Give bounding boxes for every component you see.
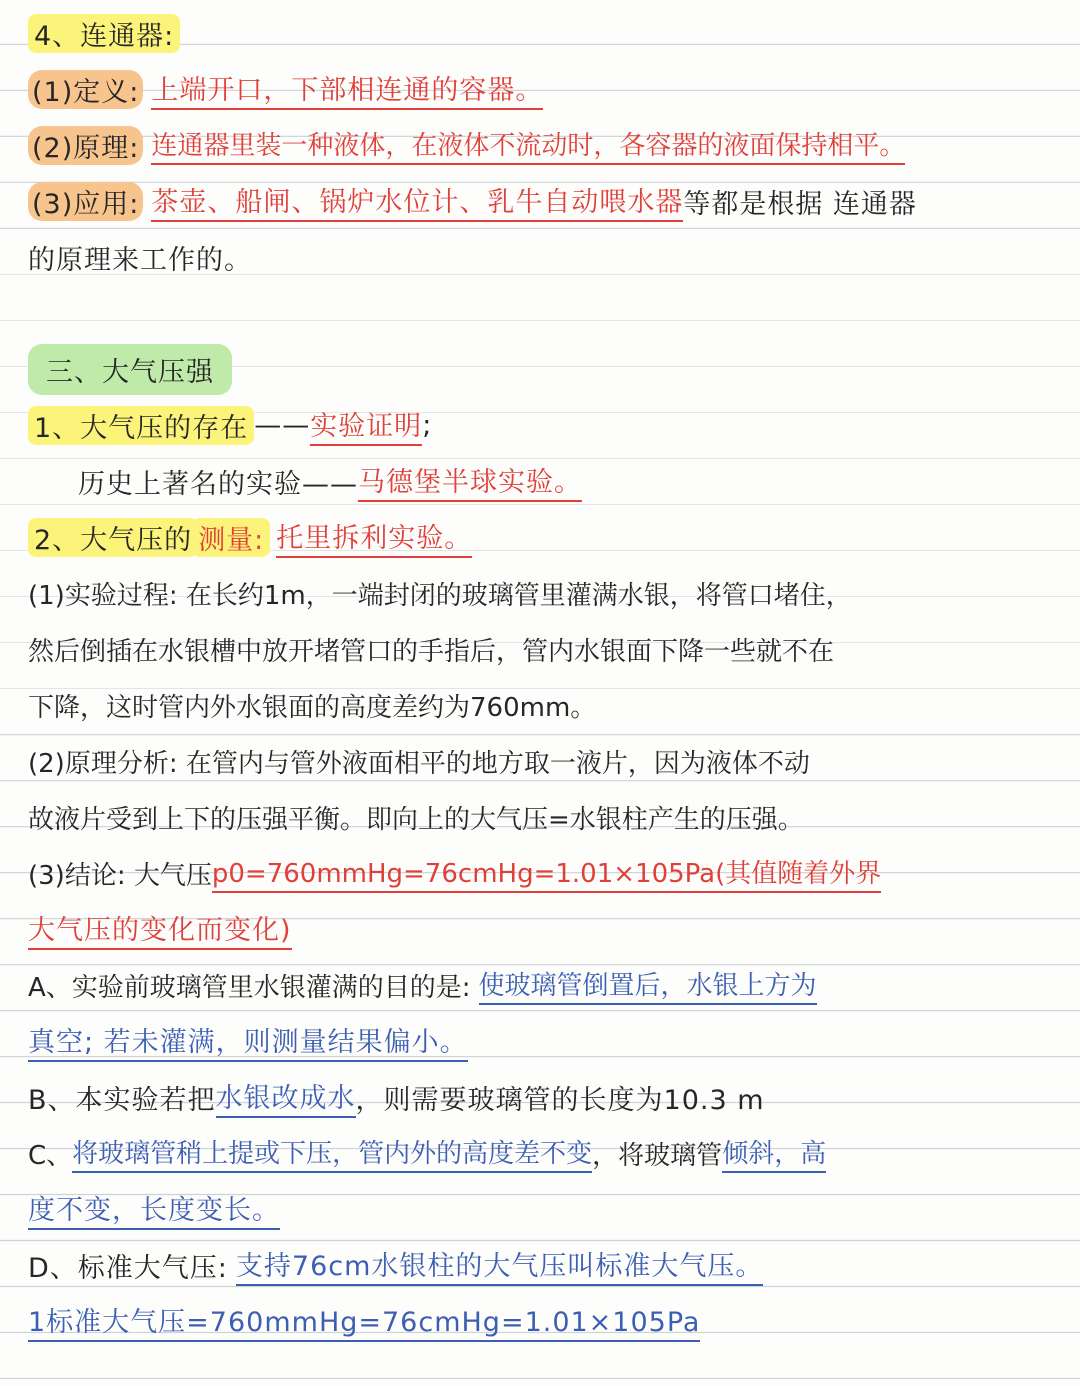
- note-c-mid: ，将玻璃管: [592, 1140, 723, 1171]
- measurement-line: [28, 509, 1056, 565]
- section4-title-line: [28, 5, 1056, 61]
- note-c-line-1: [28, 1125, 1056, 1181]
- section3-title: 三、大气压强: [28, 344, 232, 395]
- note-b-tail: ，则需要玻璃管的长度为10.3 m: [355, 1084, 765, 1116]
- standard-pressure-text: 1标准大气压=760mmHg=76cmHg=1.01×105Pa: [28, 1300, 700, 1342]
- principle-text: 连通器里装一种液体，在液体不流动时，各容器的液面保持相平。: [151, 125, 905, 165]
- process-text-1: (1)实验过程: 在长约1m，一端封闭的玻璃管里灌满水银，将管口堵住，: [28, 580, 852, 611]
- analysis-line-2: [28, 789, 1056, 845]
- process-line-2: [28, 621, 1056, 677]
- measurement-head: 2、大气压的: [28, 518, 198, 557]
- existence-line: [28, 397, 1056, 453]
- standard-pressure-line: [28, 1293, 1056, 1349]
- existence-end: ;: [422, 409, 433, 441]
- note-b-text: 水银改成水: [216, 1076, 356, 1118]
- application-text: 茶壶、船闸、锅炉水位计、乳牛自动喂水器: [151, 180, 683, 222]
- process-text-2: 然后倒插在水银槽中放开堵管口的手指后，管内水银面下降一些就不在: [28, 636, 835, 667]
- existence-proof: 实验证明: [310, 404, 422, 446]
- principle-line: [28, 117, 1056, 173]
- famous-experiment-line: [28, 453, 1056, 509]
- analysis-text-1: (2)原理分析: 在管内与管外液面相平的地方取一液片，因为液体不动: [28, 748, 810, 779]
- process-line-1: [28, 565, 1056, 621]
- note-c-text: 将玻璃管稍上提或下压，管内外的高度差不变: [72, 1133, 592, 1173]
- definition-label: (1)定义:: [28, 70, 143, 109]
- analysis-line-1: [28, 733, 1056, 789]
- analysis-text-2: 故液片受到上下的压强平衡。即向上的大气压=水银柱产生的压强。: [28, 804, 804, 835]
- note-c-label: C、: [28, 1140, 73, 1171]
- definition-line: [28, 61, 1056, 117]
- note-d-text: 支持76cm水银柱的大气压叫标准大气压。: [236, 1244, 764, 1286]
- conclusion-cont: 大气压的变化而变化): [28, 908, 292, 950]
- note-a-line-1: [28, 957, 1056, 1013]
- application-tail: 等都是根据 连通器: [683, 188, 917, 220]
- process-line-3: [28, 677, 1056, 733]
- definition-text: 上端开口，下部相连通的容器。: [151, 68, 543, 110]
- note-c-text2: 倾斜，高: [722, 1133, 826, 1173]
- conclusion-line-1: [28, 845, 1056, 901]
- existence-head: 1、大气压的存在: [28, 406, 254, 445]
- section4-title: 4、连通器:: [28, 14, 180, 53]
- note-c-cont: 度不变，长度变长。: [28, 1188, 280, 1230]
- note-a-text: 使玻璃管倒置后，水银上方为: [479, 965, 817, 1005]
- note-a-line-2: [28, 1013, 1056, 1069]
- note-b-label: B、本实验若把: [28, 1084, 216, 1116]
- note-a-cont: 真空; 若未灌满，则测量结果偏小。: [28, 1020, 468, 1062]
- principle-label: (2)原理:: [28, 126, 143, 165]
- application-label: (3)应用:: [28, 182, 143, 221]
- torricelli-text: 托里拆利实验。: [276, 516, 472, 558]
- note-d-line: [28, 1237, 1056, 1293]
- conclusion-formula: p0=760mmHg=76cmHg=1.01×105Pa(其值随着外界: [212, 853, 881, 893]
- process-text-3: 下降，这时管内外水银面的高度差约为760mm。: [28, 692, 597, 723]
- application-line: [28, 173, 1056, 229]
- application-cont: 的原理来工作的。: [28, 244, 252, 276]
- famous-experiment-text: 历史上著名的实验——: [78, 468, 358, 500]
- note-d-label: D、标准大气压:: [28, 1252, 228, 1284]
- note-c-line-2: [28, 1181, 1056, 1237]
- section3-title-line: [28, 341, 1056, 397]
- measurement-head2: 测量:: [192, 518, 270, 557]
- note-a-label: A、实验前玻璃管里水银灌满的目的是:: [28, 972, 471, 1003]
- magdeburg-text: 马德堡半球实验。: [358, 460, 582, 502]
- existence-dash: ——: [254, 409, 311, 441]
- conclusion-label: (3)结论: 大气压: [28, 860, 212, 891]
- note-b-line: [28, 1069, 1056, 1125]
- application-cont-line: [28, 229, 1056, 285]
- conclusion-line-2: [28, 901, 1056, 957]
